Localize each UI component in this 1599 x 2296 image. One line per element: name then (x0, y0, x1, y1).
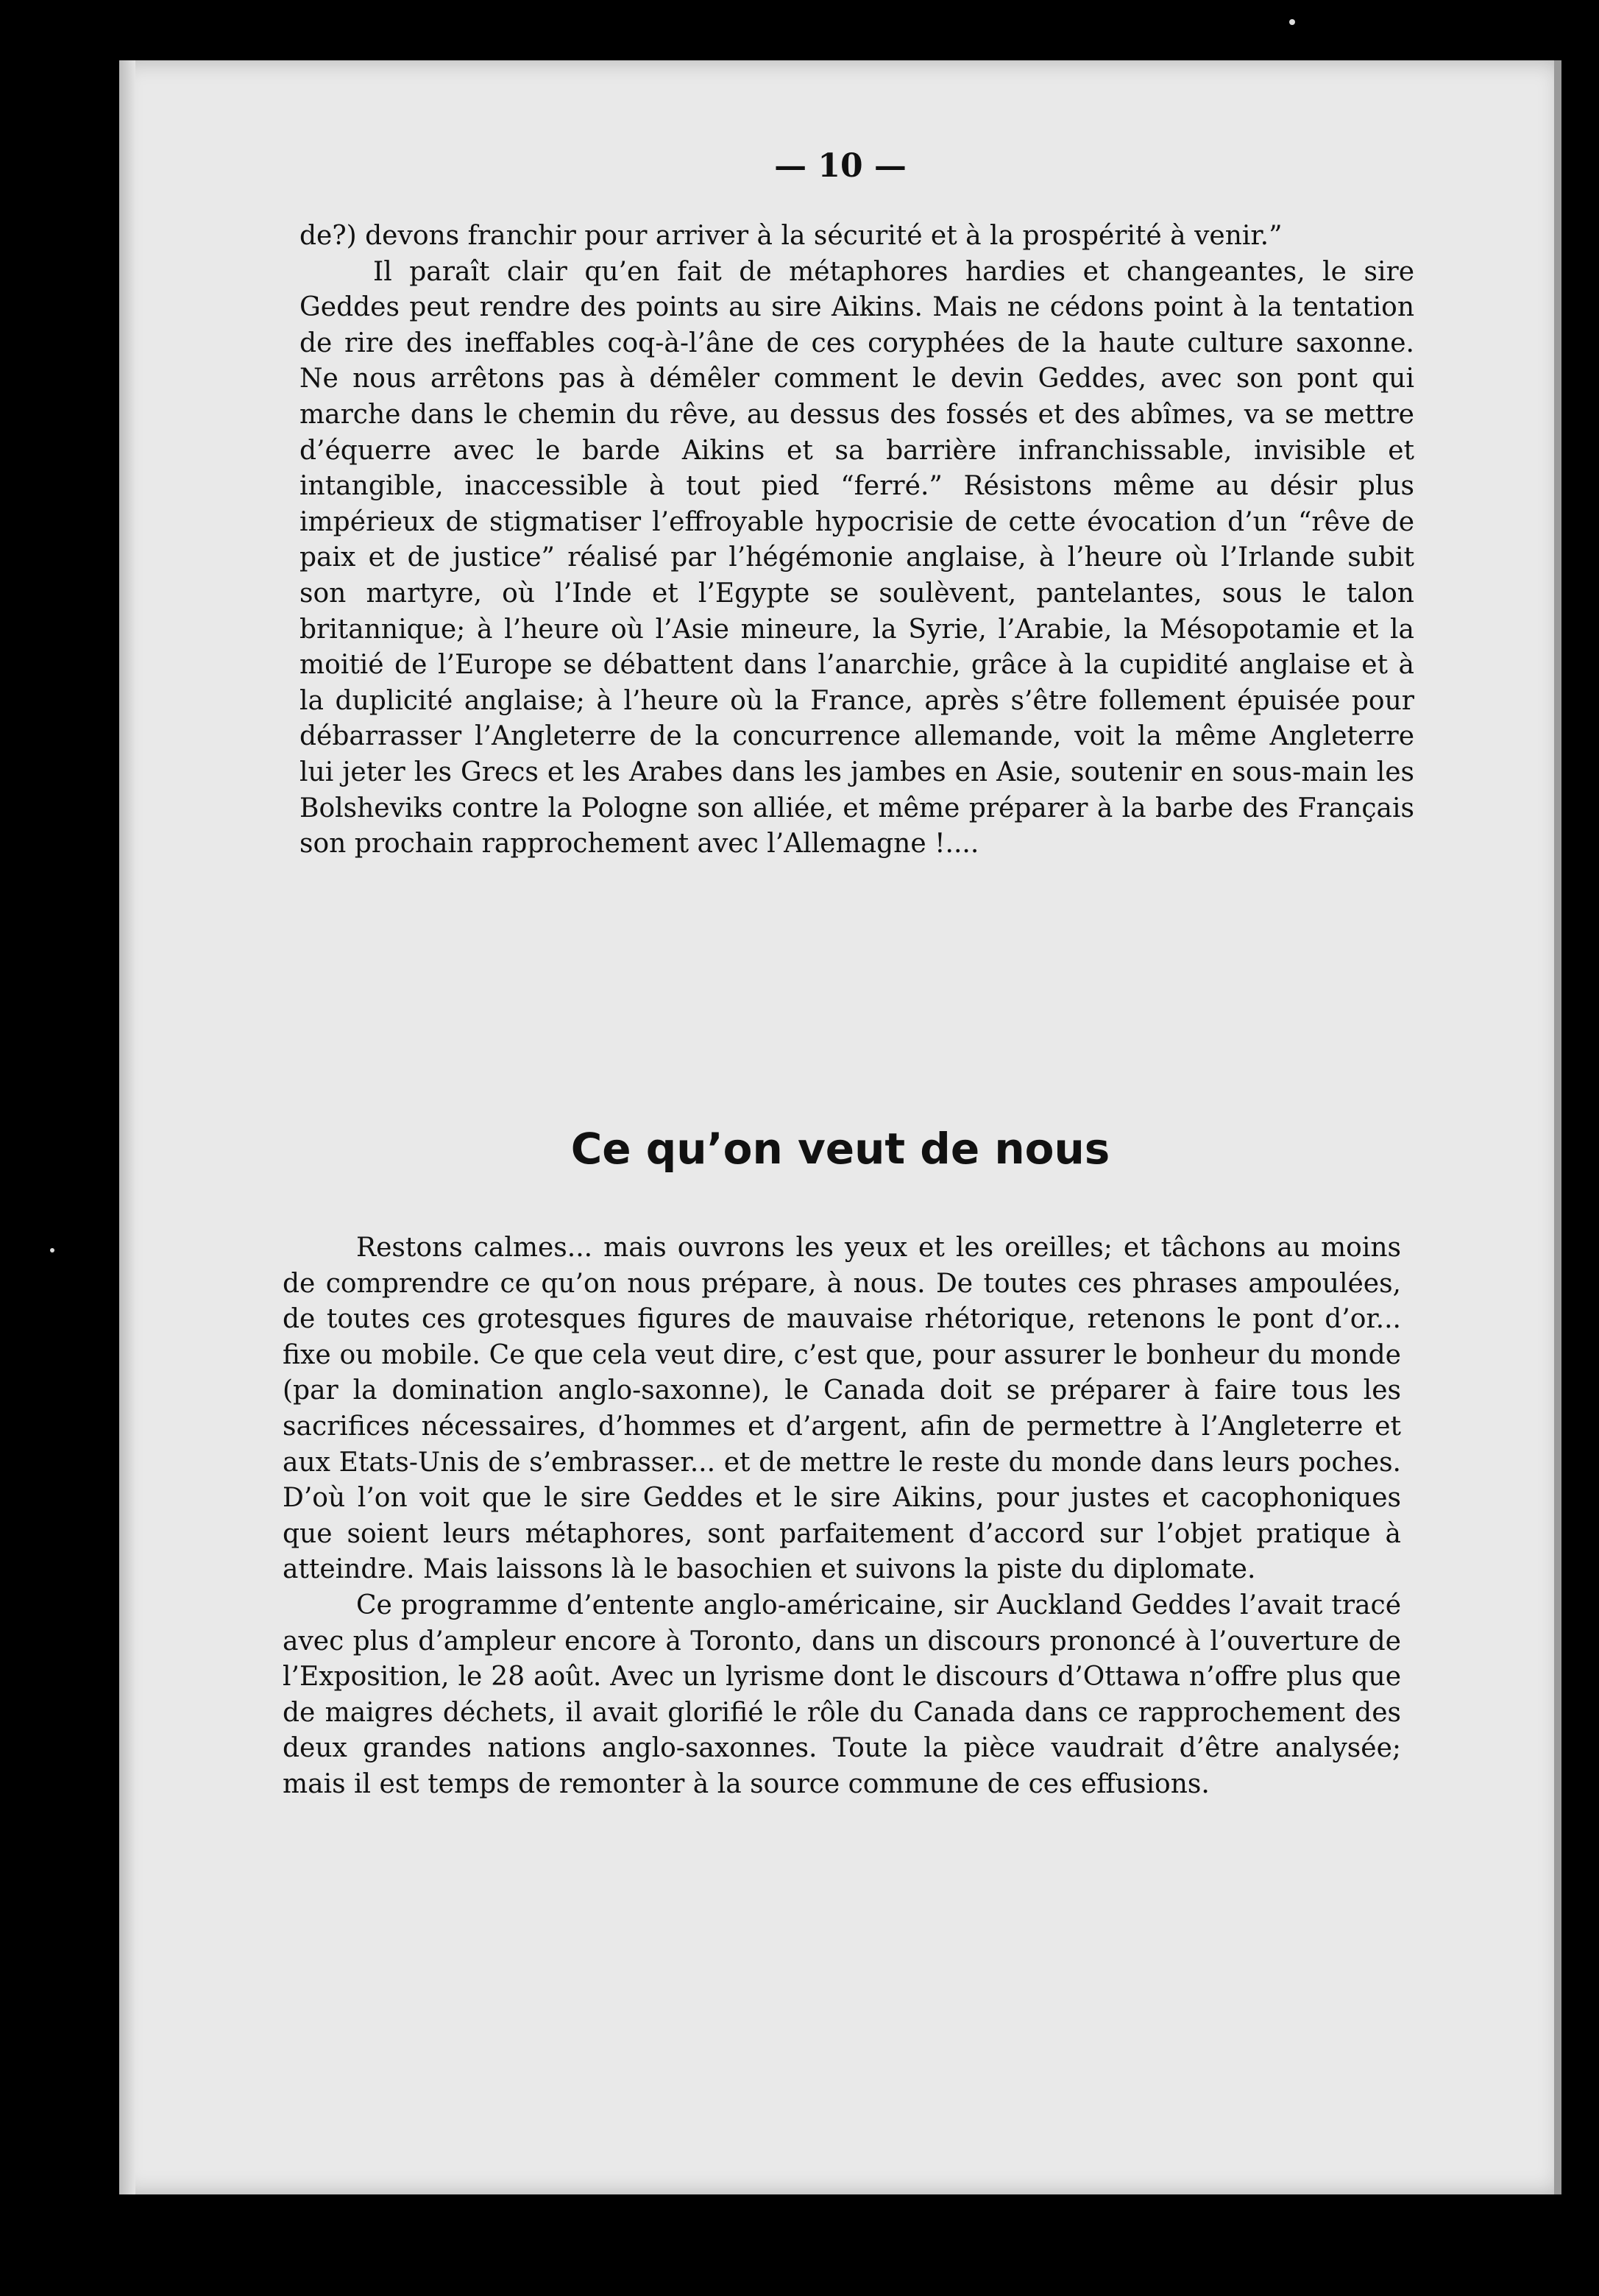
paragraph: Ce programme d’entente anglo-américaine, sir Auckland Geddes l’avait tracé avec plus d’ampleur encore à Toronto, dans un discours prononcé à l’ouverture de l’Exposition, le 28 août. Avec un lyrisme dont le discours d’Ottawa n’offre plus que de maigres déchets, il avait glorifié le rôle du Canada dans ce rapprochement des deux grandes nations anglo-saxonnes. Toute la pièce vaudrait d’être analysée; mais il est temps de remonter à la source commune de ces effusions. (283, 1590, 1401, 1799)
body-text-bottom (283, 1230, 1401, 1803)
scan-speck (1289, 19, 1295, 25)
section-heading: Ce qu’on veut de nous (570, 1124, 1110, 1174)
paragraph: Il paraît clair qu’en fait de métaphores hardies et changeantes, le sire Geddes peut rendre des points au sire Aikins. Mais ne cédons point à la tentation de rire des ineffables coq-à-l’âne de ces coryphées de la haute culture saxonne. Ne nous arrêtons pas à démêler comment le devin Geddes, avec son pont qui marche dans le chemin du rêve, au dessus des fossés et des abîmes, va se mettre d’équerre avec le barde Aikins et sa barrière infranchissable, invisible et intangible, inaccessible à tout pied “ferré.” Résistons même au désir plus impérieux de stigmatiser l’effroyable hypocrisie de cette évocation d’un “rêve de paix et de justice” réalisé par l’hégémonie anglaise, à l’heure où l’Irlande subit son martyre, où l’Inde et l’Egypte se soulèvent, pantelantes, sous le talon britannique; à l’heure où l’Asie mineure, la Syrie, l’Arabie, la Mésopotamie et la moitié de l’Europe se débattent dans l’anarchie, grâce à la cupidité anglaise et à la duplicité anglaise; à l’heure où la France, après s’être follement épuisée pour débarrasser l’Angleterre de la concurrence allemande, voit la même Angleterre lui jeter les Grecs et les Arabes dans les jambes en Asie, soutenir en sous-main les Bolsheviks contre la Pologne son alliée, et même préparer à la barbe des Français son prochain rapprochement avec l’Allemagne !.... (299, 256, 1414, 860)
paragraph: de?) devons franchir pour arriver à la sécurité et à la prospérité à venir.” (299, 221, 1283, 251)
document-page (119, 60, 1561, 2194)
body-text-top (299, 219, 1414, 862)
page-number: — 10 — (774, 147, 907, 185)
scan-speck (50, 1248, 54, 1252)
paragraph: Restons calmes... mais ouvrons les yeux et les oreilles; et tâchons au moins de comprendre ce qu’on nous prépare, à nous. De toutes ces phrases ampoulées, de toutes ces grotesques figures de mauvaise rhétorique, retenons le pont d’or... fixe ou mobile. Ce que cela veut dire, c’est que, pour assurer le bonheur du monde (par la domination anglo-saxonne), le Canada doit se préparer à faire tous les sacrifices nécessaires, d’hommes et d’argent, afin de permettre à l’Angleterre et aux Etats-Unis de s’embrasser... et de mettre le reste du monde dans leurs poches. D’où l’on voit que le sire Geddes et le sire Aikins, pour justes et cacophoniques que soient leurs métaphores, sont parfaitement d’accord sur l’objet pratique à atteindre. Mais laissons là le basochien et suivons la piste du diplomate. (283, 1233, 1401, 1585)
